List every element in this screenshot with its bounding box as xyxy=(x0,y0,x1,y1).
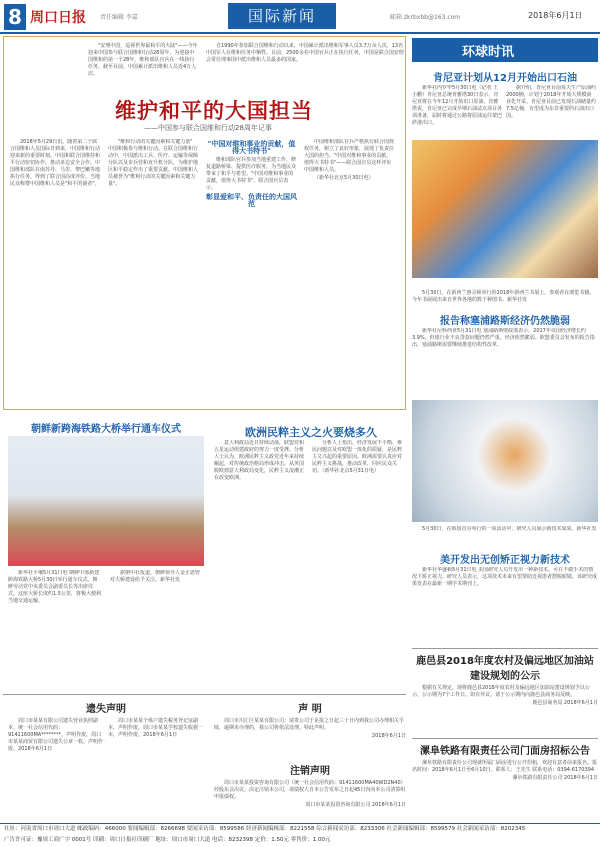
vision-tech-headline: 美开发出无创矫正视力新技术 xyxy=(440,555,570,566)
book-fair-caption: 5月30日，在新西兰惠灵顿举行的2018年新西兰书展上，参观者在浏览书籍。今年书展展出来自世界各地的数千种图书。新华社发 xyxy=(412,290,595,303)
europe-populism-body-1: 意大利政局近日持续动荡，联盟党和五星运动组建政府的努力一度受挫。分析人士认为，欧洲民粹主义政党近年来持续崛起，对传统政治格局形成冲击。从英国脱欧到意大利政局变化，民粹主义浪潮正在改变欧洲。 xyxy=(214,440,305,481)
footer-line-2: 广告许可证：豫周工商广字 0001号 印刷：周口日报社印刷厂 地址：周口市周口大道 电话：8232398 定价：1.50元 零售价：1.00元 xyxy=(4,837,331,843)
rental-sign: 漯阜铁路有限责任公司 2018年6月1日 xyxy=(512,775,598,781)
page-number: 8 xyxy=(4,4,26,30)
kenya-oil-body-1: 新华社内罗毕5月30日电（记者 王小鹏）肯尼亚总统肯雅塔30日表示，肯尼亚将在今年12月开始出口原油。肯雅塔说，肯尼亚已完成早期石油试点项目各项准备，届时将通过公路将原油运往蒙巴萨港出口。 xyxy=(412,85,502,126)
lost-notice-title: 遗失声明 xyxy=(86,704,126,715)
rail-bridge-body-2: 据朝中社报道，朝鲜领导人金正恩曾对大桥建设给予关注。新华社发 xyxy=(110,570,201,583)
rail-bridge-body-1: 新华社平壤5月31日电 朝鲜中部新建跨海铁路大桥5月30日举行通车仪式。朝鲜劳动党中央委员会副委员长等出席仪式。这座大桥长度约1.5公里，将极大便利当地交通运输。 xyxy=(8,570,101,604)
masthead xyxy=(0,0,600,34)
cyprus-body: 新华社尼科西亚5月31日电 塞浦路斯财政部表示，2017年该国经济增长约3.9%，但银行业不良贷款问题仍然严重，经济依然脆弱。欧盟委员会发布的报告指出，塞浦路斯需要继续推进结构性改革。 xyxy=(412,328,595,348)
gas-station-notice: 鹿邑县2018年度农村及偏远地区加油站建设规划的公示 根据有关规定，现将鹿邑县2018年度农村及偏远地区加油站建设规划予以公示，公示期为7个工作日。如有异议，请于公示期内向鹿邑县商务局反映。 鹿邑县商务局 2018年6月1日 xyxy=(412,648,598,734)
page-footer xyxy=(0,823,600,847)
cancellation-sign: 周口市某某投资咨询有限公司 2018年6月1日 xyxy=(305,802,406,808)
editor-info: 责任编辑 李嘉 xyxy=(100,14,138,21)
feature-lead-left: "安理中国，巡视世界最和平的大陆"——今年迎来中国参与联合国维和行动28周年，为迎接中国维和的第一个28年，维和部队官兵在一线执行任务。截至目前，中国累计派出维和人员近4万人次。 xyxy=(88,43,198,77)
rail-bridge-headline: 朝鲜新跨海铁路大桥举行通车仪式 xyxy=(31,424,181,435)
banner-title: 环球时讯 xyxy=(462,45,515,60)
lost-notice-box: 遗失声明 周口市某某有限公司遗失营业执照副本，统一社会信用代码：91411600MA********，声明作废。周口市某某商贸有限公司遗失公章一枚，声明作废。2018年6月1日 周口市某某个体户遗失税务登记证副本，声明作废。周口市某某学校遗失收据一本，声明作废。2018年6月1日 xyxy=(8,700,204,818)
cancellation-title: 注销声明 xyxy=(290,766,330,777)
rental-notice: 漯阜铁路有限责任公司门面房招标公告 漯阜铁路有限责任公司现就所属门面房进行公开招租，欢迎有意者前来报名。报名时间：2018年6月1日至6月10日。联系人：王先生 联系电话：0394-6170394 漯阜铁路有限责任公司 2018年6月1日 xyxy=(412,738,598,818)
kenya-oil-body-2: 据介绍，肯尼亚目前每天生产原油约2000桶，计划于2018年开始大规模商业化开采。肯尼亚目前已发现石油储量约7.5亿桶，有望成为东非重要的石油出口国。 xyxy=(506,85,596,119)
feature-headline: 维护和平的大国担当 xyxy=(115,98,313,123)
footer-line-1: 社址：河南省周口市周口大道 邮政编码：466000 要闻编辑部：8266698 要闻采访部：8599586 经济新闻编辑部：8221558 综合新闻采访部：8233306 社会新闻编辑部：8599579 社会新闻采访部：8202345 xyxy=(4,826,526,832)
feature-lead-right: 自1990年参加联合国维和行动以来，中国累计派出维和军事人员3.7万余人次，13名中国军人在维和任务中牺牲。目前，2500余名中国官兵正在执行任务，中国是联合国安理会常任理事国中派出维和人员最多的国家。 xyxy=(206,43,404,63)
contact-info: 邮箱 zkrbxbb@163.com xyxy=(390,14,461,21)
feature-column-1: 2018年5月29日讯，随着第二个联合国维和人员国际日到来，中国维和行动迎来新的重要时刻。中国和联合国维持和平行动密切协作，推动多边安全合作。中国维和部队在南苏丹、马里、黎巴嫩等地执行任务，得到了联合国高度评价。当地民众称赞中国维和人员是"和平的使者"。 xyxy=(10,139,101,187)
vision-tech-body: 新华社华盛顿5月31日电 美国研究人员开发出一种新技术，可在不做手术的情况下矫正视力。研究人员表示，这项技术未来有望帮助近视患者摆脱眼镜。该研究成果发表在最新一期学术期刊上。 xyxy=(412,567,598,587)
issue-date: 2018年6月1日 xyxy=(528,11,583,20)
rental-title: 漯阜铁路有限责任公司门面房招标公告 xyxy=(420,746,590,757)
paper-name: 周口日报 xyxy=(30,10,86,26)
europe-populism-headline: 欧洲民粹主义之火要烧多久 xyxy=(245,426,377,439)
rail-bridge-photo xyxy=(8,436,204,566)
europe-populism-body-2: 分析人士指出，经济发展不平衡、难民问题以及对欧盟一体化的质疑，是民粹主义兴起的重要原因。欧洲需要认真应对民粹主义挑战，推动改革，回应民众关切。（新华社北京5月31日电） xyxy=(312,440,403,474)
gas-station-sign: 鹿邑县商务局 2018年6月1日 xyxy=(532,700,598,706)
kenya-oil-headline: 肯尼亚计划从12月开始出口石油 xyxy=(433,73,577,84)
gas-station-title: 鹿邑县2018年度农村及偏远地区加油站建设规划的公示 xyxy=(416,656,594,682)
feature-column-3: "中国对维和事业的贡献，值得大书特书" 维和部队官兵参加当地重建工作，修复道路桥梁、提供医疗服务，为当地民众带来了和平与希望。"中国对维和事业的贡献，值得大书特书"，联合国官员表示。 彰显爱和平、负责任的大国风范 xyxy=(206,140,297,208)
statement-title: 声 明 xyxy=(298,704,322,715)
cyprus-headline: 报告称塞浦路斯经济仍然脆弱 xyxy=(440,316,570,327)
statement-box: 声 明 周口市川汇区某某有限公司：请贵公司于见报之日起三十日内到我公司办理相关手续，逾期未办理的，我公司将依法处理。特此声明。 2018年6月1日 xyxy=(214,700,406,758)
lab-photo-caption: 5月30日，在韩国首尔举行的一项活动中，研究人员展示新技术成果。新华社发 xyxy=(422,526,597,532)
feature-subhead-1: "中国对维和事业的贡献，值得大书特书" xyxy=(207,140,296,155)
feature-column-2: "维和行动的关键因素和关键力量" 中国积极参与维和行动。在联合国维和行动中，中国派出工兵、医疗、运输等保障分队以及步兵营和直升机分队，为维护地区和平稳定作出了重要贡献。中国维和人员被誉为"维和行动的关键因素和关键力量"。 xyxy=(108,139,199,187)
feature-column-4: 中国维和部队官兵严格执行联合国授权任务，树立了良好形象，展现了负责任大国的担当。"中国对维和事业的贡献，值得大书特书"——联合国官员这样评价中国维和人员。 （新华社北京5月30日电） xyxy=(304,139,395,181)
section-title: 国际新闻 xyxy=(228,3,336,29)
divider xyxy=(3,694,406,695)
lab-photo xyxy=(412,400,598,522)
world-news-banner xyxy=(412,38,598,62)
feature-article xyxy=(3,36,406,410)
cancellation-box: 注销声明 周口市某某投资咨询有限公司（统一社会信用代码：91411600MA40WD2N40）经股东会决议，决定注销本公司，请债权人自本公告发布之日起45日内向本公司清算组申报债权。 周口市某某投资咨询有限公司 2018年6月1日 xyxy=(214,762,406,818)
feature-byline: （新华社北京5月30日电） xyxy=(314,175,374,181)
book-fair-photo xyxy=(412,140,598,303)
statement-date: 2018年6月1日 xyxy=(371,733,406,739)
feature-subtitle: ——中国参与联合国维和行动28周年记事 xyxy=(144,124,272,132)
feature-subhead-2: 彰显爱和平、负责任的大国风范 xyxy=(206,193,297,208)
